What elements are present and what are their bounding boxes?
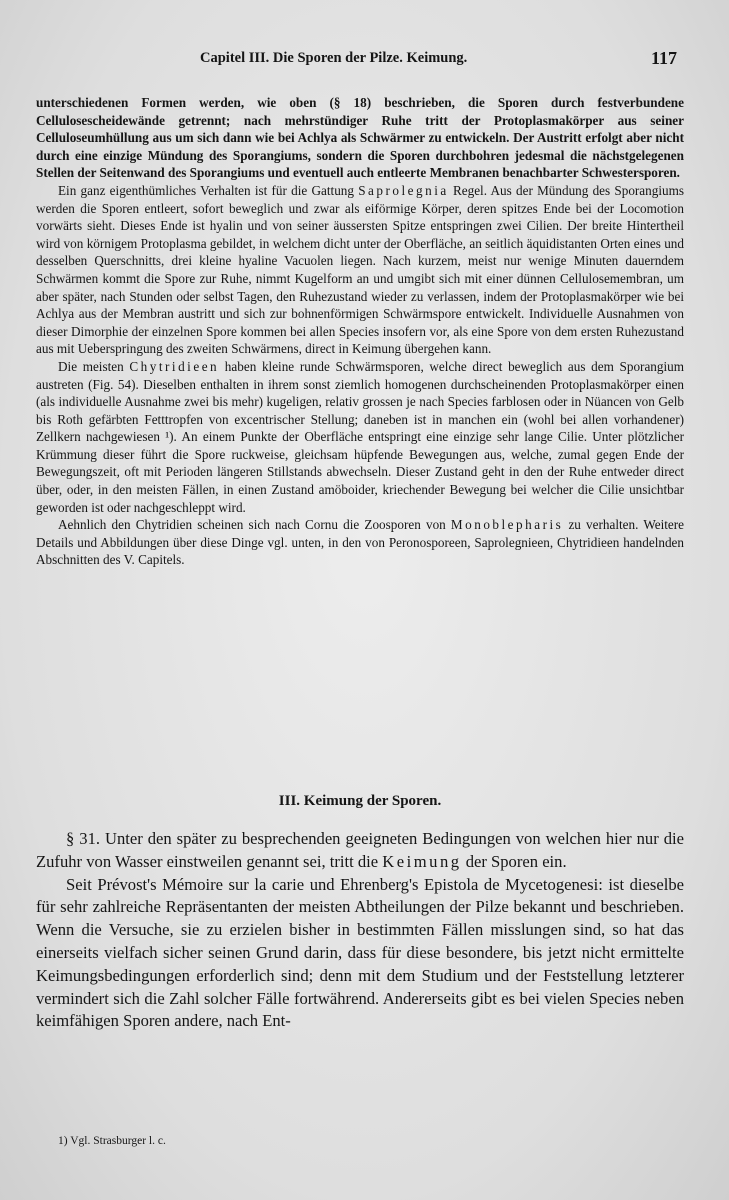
genus-name: Monoblepharis	[450, 517, 564, 533]
paragraph-section-31	[36, 828, 684, 874]
genus-name: Saprolegnia	[358, 182, 449, 198]
spaced-term: Keimung	[382, 851, 462, 871]
paragraph-monoblepharis	[36, 516, 684, 569]
paragraph-chytridieen	[36, 358, 684, 516]
section-heading: III. Keimung der Sporen.	[278, 793, 442, 809]
footnote: 1) Vgl. Strasburger l. c.	[58, 1135, 166, 1147]
paragraph-saprolegnia	[36, 182, 684, 358]
page-number: 117	[651, 48, 678, 68]
paragraph-text: Die meisten	[58, 358, 130, 374]
paragraph-text: Aehnlich den Chytridien scheinen sich nach Cornu die Zoosporen von	[58, 517, 451, 533]
spaced-term: Chytridieen	[129, 358, 220, 374]
paragraph-text: haben kleine runde Schwärmsporen, welche direct beweglich aus dem Sporangium austreten (Fig. 54). Dieselben enthalten in ihrem sonst ziemlich homogenen durchscheinenden Protoplasmakörper einen (als individuelle Ausnahme zwei bis mehr) kugeligen, relativ grossen je nach Species farblosen oder in Nüancen von Gelb bis Roth gefärbten Fetttropfen von excentrischer Stellung; daneben ist in manchen ein (wohl bei allen vorhandener) Zellkern nachgewiesen ¹). An einem Punkte der Oberfläche entspringt eine einzige sehr lange Cilie. Unter plötzlicher Krümmung dieser führt die Spore ruckweise, gleichsam hüpfende Bewegungen aus, welche, zumal gegen Ende der Bewegungszeit, oft mit Perioden längeren Stillstands abwechseln. Dieser Zustand geht in den der Ruhe entweder direct über, oder, in den meisten Fällen, in einen Zustand amöboider, kriechender Bewegung bei welcher die Cilie unsichtbar geworden ist oder nachgeschleppt wird.	[36, 358, 684, 515]
paragraph-text: zu verhalten. Weitere Details und Abbildungen über diese Dinge vgl. unten, in den von Peronosporeen, Saprolegnieen, Chytridieen handelnden Abschnitten des V. Capitels.	[36, 517, 684, 568]
paragraph-continued: unterschiedenen Formen werden, wie oben (§ 18) beschrieben, die Sporen durch festverbundene Celluloseschеidewände getrennt; nach mehrstündiger Ruhe tritt der Protoplasmakörper aus seiner Celluloseumhüllung aus um sich dann wie bei Achlya als Schwärmer zu entwickeln. Der Austritt erfolgt aber nicht durch eine einzige Mündung des Sporangiums, sondern die Sporen durchbohren jedesmal die nächstgelegenen Stellen der Seitenwand des Sporangiums und eventuell auch entleerte Membranen benachbarter Schwestersporen.	[36, 95, 684, 181]
paragraph-text: Ein ganz eigenthümliches Verhalten ist für die Gattung	[58, 182, 359, 198]
body-text-small	[36, 94, 684, 569]
paragraph-text: § 31. Unter den später zu besprechenden geeigneten Bedingungen von welchen hier nur die Zufuhr von Wasser einstweilen genannt sei, tritt die	[36, 829, 684, 871]
paragraph-text: der Sporen ein.	[461, 851, 567, 871]
paragraph-text: Regel. Aus der Mündung des Sporangiums werden die Sporen entleert, sofort beweglich und zwar als eiförmige Körper, deren spitzes Ende bei der Locomotion vorwärts sieht. Dieses Ende ist hyalin und von seiner äussersten Spitze entspringen zwei Cilien. Der breite Hintertheil wird von körnigem Protoplasma gebildet, in welchem dicht unter der Oberfläche, an seitlich äquidistanten Orten eines und desselben Querschnitts, drei kleine hyaline Vacuolen liegen. Nach kurzem, meist nur wenige Minuten dauerndem Schwärmen kommt die Spore zur Ruhe, nimmt Kugelform an und umgibt sich mit einer dünnen Cellulosemembran, um aber später, nach Stunden oder selbst Tagen, den Ruhezustand wieder zu verlassen, indem der Protoplasmakörper wie bei Achlya aus der Membran austritt und sich zur bohnenförmigen Schwärmspore entwickelt. Individuelle Ausnahmen von dieser Dimorphie der einzelnen Spore kommen bei allen Species insofern vor, als eine Spore von dem ersten Ruhezustand aus mit Ueberspringung des zweiten Schwärmens, direct in Keimung übergehen kann.	[36, 182, 684, 357]
running-title: Capitel III. Die Sporen der Pilze. Keimung.	[200, 50, 468, 66]
body-text-large	[36, 828, 684, 1033]
paragraph-history: Seit Prévost's Mémoire sur la carie und Ehrenberg's Epistola de Mycetogenesi: ist dieselbe für sehr zahlreiche Repräsentanten der meisten Abtheilungen der Pilze bekannt und beschrieben. Wenn die Versuche, sie zu erzielen bisher in bestimmten Fällen misslungen sind, so hat das einerseits vielfach sicher seinen Grund darin, dass für diese besondere, bis jetzt nicht ermittelte Keimungsbedingungen erforderlich sind; denn mit dem Studium und der Feststellung letzterer vermindert sich die Zahl solcher Fälle fortwährend. Andererseits gibt es bei vielen Species neben keimfähigen Sporen andere, nach Ent-	[36, 874, 684, 1031]
